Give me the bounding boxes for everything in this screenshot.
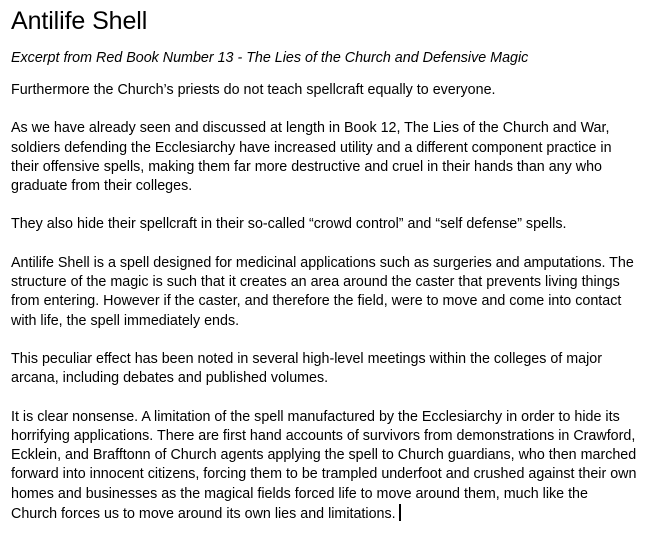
text-cursor: [399, 504, 401, 521]
document-body[interactable]: [11, 81, 647, 524]
paragraph-last-text: It is clear nonsense. A limitation of the spell manufactured by the Ecclesiarchy in order to hide its horrifying applications. There are first hand accounts of survivors from demonstrations in Crawford, Ecklein, and Brafftonn of Church agents applying the spell to Church guardians, who then marched forward into innocent citizens, forcing them to be trampled underfoot and crushed against their own homes and businesses as the magical fields forced life to move around them, much like the Church forces us to move around its own lies and limitations.: [11, 408, 637, 523]
document-subtitle: Excerpt from Red Book Number 13 - The Lies of the Church and Defensive Magic: [11, 50, 529, 66]
paragraph: Antilife Shell is a spell designed for medicinal applications such as surgeries and amputations. The structure of the magic is such that it creates an area around the caster that prevents living things from entering. However if the caster, and therefore the field, were to move and come into contact with life, the spell immediately ends.: [11, 254, 634, 329]
paragraph: Furthermore the Church’s priests do not teach spellcraft equally to everyone.: [11, 82, 496, 98]
paragraph: This peculiar effect has been noted in several high-level meetings within the colleges of major arcana, including debates and published volumes.: [11, 350, 603, 387]
paragraph: As we have already seen and discussed at length in Book 12, The Lies of the Church and War, soldiers defending the Ecclesiarchy have increased utility and a different component practice in their offensive spells, making them far more destructive and cruel in their hands than any who graduate from their colleges.: [11, 120, 612, 195]
paragraph: They also hide their spellcraft in their so-called “crowd control” and “self defense” spells.: [11, 216, 567, 233]
paragraph-last: [11, 408, 637, 525]
document-title: Antilife Shell: [11, 7, 148, 35]
